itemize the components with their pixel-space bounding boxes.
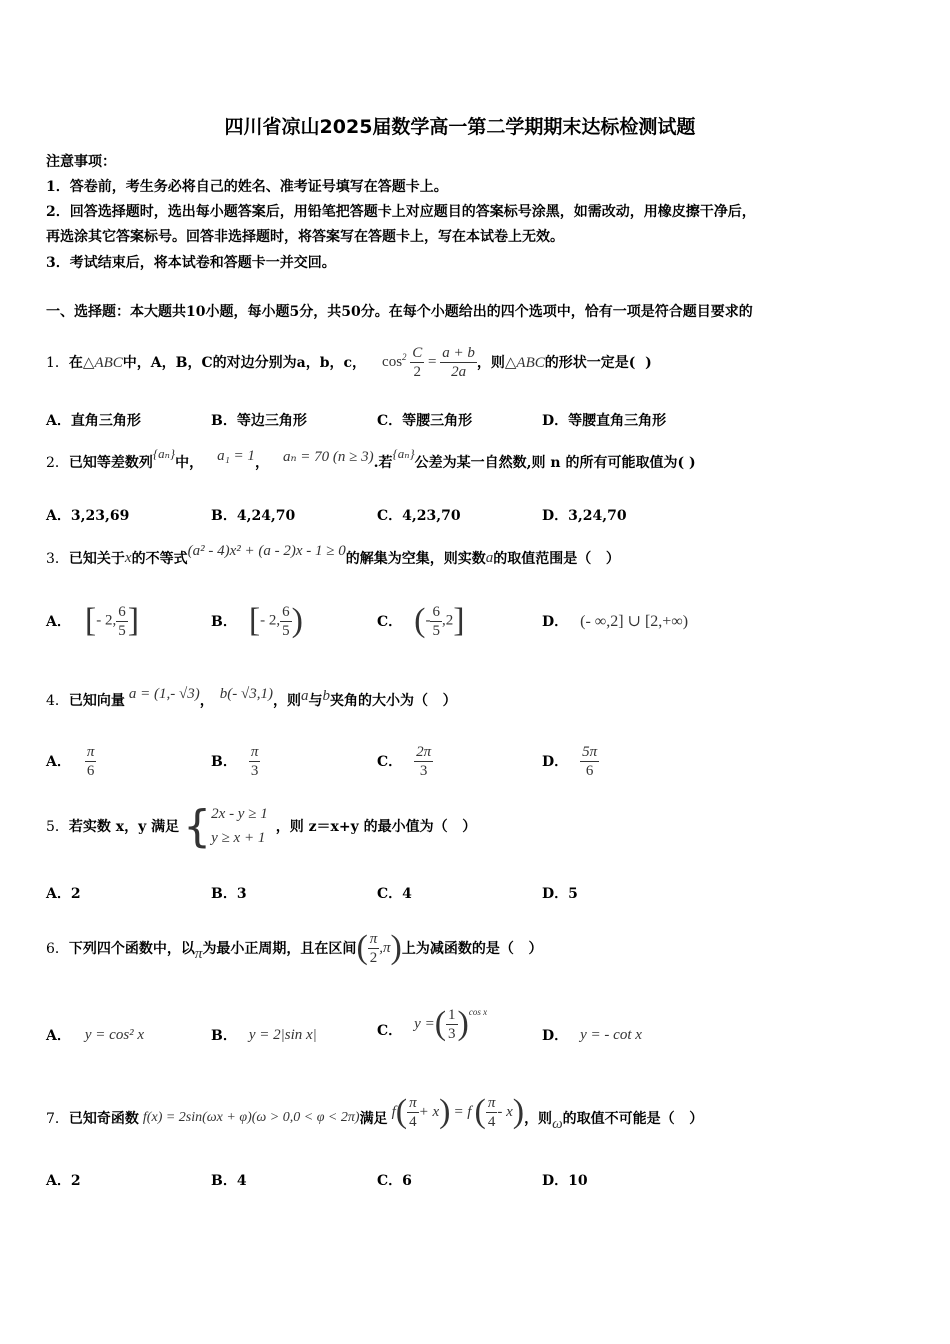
question-1 [46,332,652,392]
q4-option-a [46,738,96,784]
q2-text: 公差为某一自然数,则 n 的所有可能取值为( ) [414,455,696,471]
q7-math-condition [392,1093,525,1131]
interval-end: ,2 [441,612,454,629]
q1-option-a: A．直角三角形 [46,413,141,429]
option-label: C． [377,614,403,630]
interval-frac [430,603,442,640]
frac-numerator: π [369,930,378,947]
question-number: 4． [46,693,69,709]
q1-text: 中，A，B，C的对边分别为a，b，c， [122,355,367,371]
frac-numerator: 1 [448,1006,456,1023]
q7-text: 的取值不可能是（ ） [562,1111,704,1127]
q3-math-inequality: (a² - 4)x² + (a - 2)x - 1 ≥ 0 [187,542,346,559]
q4-text: ，则 [272,693,301,709]
q6-math-pi: π [194,945,203,962]
q2-option-c: C．4,23,70 [377,508,461,524]
bracket: ] [453,602,465,639]
q1-cos: cos [382,353,403,370]
q6-text: 为最小正周期，且在区间 [202,941,357,957]
q6-math-interval [356,929,401,967]
q2-option-d: D．3,24,70 [542,508,627,524]
option-label: D． [542,1028,569,1044]
option-label: A． [46,754,71,770]
q3-option-c [377,596,465,646]
frac-denominator: 5 [118,622,126,639]
q2-math-a1: a₁ = 1 [217,447,255,464]
q3-option-a-math [85,602,139,640]
option-label: B． [211,754,237,770]
option-label: A． [46,614,71,630]
q3-text: 的解集为空集，则实数 [345,551,486,567]
question-3 [46,538,620,578]
frac-numerator: C [412,344,423,361]
notes-item: 1．答卷前，考生务必将自己的姓名、准考证号填写在答题卡上。 [46,179,448,195]
q4-math-vector-b: b(- √3,1) [219,685,273,702]
question-number: 1． [46,355,69,371]
interval-end: ,π [379,939,391,956]
question-number: 2． [46,455,69,471]
q2-text: ， [254,455,269,471]
bracket: ] [127,602,140,639]
frac-denominator: 3 [250,762,259,779]
frac-denominator: 6 [86,762,95,779]
frac-numerator: 6 [118,603,126,620]
bracket: ) [457,1005,469,1042]
q6-option-a-math: y = cos² x [84,1026,145,1043]
q4-text: 与 [308,693,323,709]
q3-math-a: a [485,549,494,566]
q5-option-a: A．2 [46,886,81,902]
q5-option-d: D．5 [542,886,578,902]
bracket: ( [356,929,368,966]
q6-option-d-math: y = - cot x [580,1026,642,1043]
bracket: [ [84,602,97,639]
question-number: 6． [46,941,69,957]
q7-option-b: B．4 [211,1173,247,1189]
q5-option-b: B．3 [211,886,247,902]
q1-sup: 2 [402,351,407,362]
q6-option-b-math: y = 2|sin x| [248,1026,317,1043]
frac-numerator: 5π [582,743,598,760]
frac-numerator: π [250,743,259,760]
frac-denominator: 4 [487,1113,496,1130]
system-line: 2x - y ≥ 1 [211,806,268,822]
q7-math-omega: ω [552,1115,563,1132]
q4-text: ， [199,693,214,709]
frac-numerator: 6 [432,603,440,620]
q6-option-a [46,1010,144,1060]
question-6 [46,918,543,978]
q7-text: 满足 [359,1111,388,1127]
brace: { [183,800,212,852]
q4-text: 已知向量 [68,693,125,709]
frac-denominator: 4 [409,1113,417,1130]
q4-math-b: b [322,687,330,704]
frac-denominator: 6 [585,762,594,779]
bracket: ) [291,602,303,639]
q4-text: 夹角的大小为（ ） [329,693,457,709]
question-5 [46,798,476,854]
q6-text: 上为减函数的是（ ） [401,941,543,957]
q4-option-d [542,738,599,784]
option-label: D． [542,754,569,770]
frac-numerator: π [86,743,95,760]
q1-math-equation: $\cos^2$ $\frac{C}{2}$ = $\frac{a + b}{2a}$ [382,344,475,380]
q1-text: ，则 [476,355,505,371]
frac-denominator: 5 [432,622,440,639]
interval-start: - 2, [96,612,117,629]
bracket: [ [248,602,261,639]
q2-text: 已知等差数列 [68,455,153,471]
question-2 [46,442,696,482]
q2-math-seq: {aₙ} [152,446,176,461]
q6-option-c [377,1000,487,1060]
exponent: cos x [468,1007,488,1017]
q3-text: 已知关于 [68,551,125,567]
q1-text: 的形状一定是( ) [544,355,652,371]
bracket: ) [390,929,402,966]
q1-option-d: D．等腰直角三角形 [542,413,667,429]
bracket: ) [512,1093,525,1130]
question-7 [46,1088,703,1148]
q6-option-d [542,1010,642,1060]
q2-math-an: aₙ = 70 (n ≥ 3) [282,448,374,465]
q5-text: ，则 z＝x+y 的最小值为（ ） [275,819,477,835]
func-arg: + x [418,1103,440,1120]
q4-option-b-math [249,743,261,780]
q3-option-a [46,596,139,646]
notes-item: 3．考试结束后，将本试卷和答题卡一并交回。 [46,255,336,271]
q6-text: 下列四个函数中，以 [68,941,195,957]
bracket: ( [474,1093,486,1130]
question-number: 3． [46,551,69,567]
equals: = f [453,1103,472,1120]
q4-option-d-math [580,743,599,780]
section-heading: 一、选择题：本大题共10小题，每小题5分，共50分。在每个小题给出的四个选项中，恰有一项是符合题目要求的 [46,304,753,320]
q6-option-c-math [414,1005,487,1043]
q1-math-triangle: △ABC [82,354,123,371]
q5-option-c: C．4 [377,886,412,902]
q5-text: 若实数 x，y 满足 [68,819,180,835]
option-label: C． [377,754,403,770]
frac-numerator: a + b [442,344,475,361]
frac-denominator: 2 [413,363,422,380]
notes-item: 再选涂其它答案标号。回答非选择题时，将答案写在答题卡上，写在本试卷上无效。 [46,229,564,245]
q7-math-function: f(x) = 2sin(ωx + φ)(ω > 0,0 < φ < 2π) [142,1110,360,1125]
q2-option-a: A．3,23,69 [46,508,130,524]
q3-text: 的不等式 [131,551,188,567]
question-number: 5． [46,819,69,835]
frac-numerator: 2π [416,743,432,760]
frac-numerator: π [487,1094,496,1111]
q4-option-a-math [85,743,97,780]
q1-math-triangle: △ABC [504,354,545,371]
q3-math-x: x [124,549,132,566]
q1-frac-ab [440,344,477,381]
q3-text: 的取值范围是（ ） [493,551,620,567]
q2-text: .若 [373,455,393,471]
option-label: A． [46,1028,71,1044]
option-label: C． [377,1023,403,1039]
q3-option-b-math [249,602,303,640]
q4-option-c-math [414,743,433,780]
q3-option-d [542,596,688,646]
bracket: ) [439,1093,451,1130]
frac-numerator: 6 [282,603,290,620]
page-title: 四川省凉山2025届数学高一第二学期期末达标检测试题 [224,116,696,138]
interval-frac [280,603,292,640]
q7-text: ，则 [524,1111,553,1127]
q2-option-b: B．4,24,70 [211,508,296,524]
question-number: 7． [46,1111,69,1127]
frac-denominator: 2a [451,363,467,380]
q2-math-seq: {aₙ} [392,446,415,461]
q4-option-c [377,738,433,784]
func-name: f [391,1103,396,1120]
interval-frac [116,603,128,640]
frac-denominator: 3 [419,762,428,779]
bracket: ( [414,602,426,639]
q1-text: 在 [68,355,83,371]
system-line: y ≥ x + 1 [211,830,266,846]
option-label: B． [211,614,237,630]
q7-text: 已知奇函数 [68,1111,139,1127]
question-4 [46,680,457,720]
q7-option-d: D．10 [542,1173,588,1189]
q2-text: 中， [175,455,204,471]
q3-option-b [211,596,303,646]
option-label: D． [542,614,569,630]
func-arg: - x [497,1103,513,1120]
interval-start: - [425,612,431,629]
notes-heading: 注意事项： [46,154,116,170]
frac-numerator: π [409,1094,417,1111]
frac-denominator: 2 [369,949,378,966]
frac-denominator: 3 [448,1025,456,1042]
q1-frac-c2 [410,344,424,381]
q3-option-c-math [414,602,464,640]
option-label: B． [211,1028,237,1044]
q3-option-d-math: (- ∞,2] ∪ [2,+∞) [580,613,689,630]
q5-math-system [183,801,268,852]
q7-option-a: A．2 [46,1173,81,1189]
formula-lhs: y = [414,1015,435,1032]
q7-option-c: C．6 [377,1173,412,1189]
q4-math-a: a [300,687,309,704]
interval-start: - 2, [260,612,281,629]
bracket: ( [395,1093,408,1130]
q1-option-b: B．等边三角形 [211,413,307,429]
frac-denominator: 5 [282,622,290,639]
notes-item: 2．回答选择题时，选出每小题答案后，用铅笔把答题卡上对应题目的答案标号涂黑，如需改动，用橡皮擦干净后， [46,204,756,220]
q4-math-vector-a: a = (1,- √3) [128,685,200,702]
q1-option-c: C．等腰三角形 [377,413,473,429]
q4-option-b [211,738,260,784]
q6-option-b [211,1010,317,1060]
bracket: ( [434,1005,447,1042]
